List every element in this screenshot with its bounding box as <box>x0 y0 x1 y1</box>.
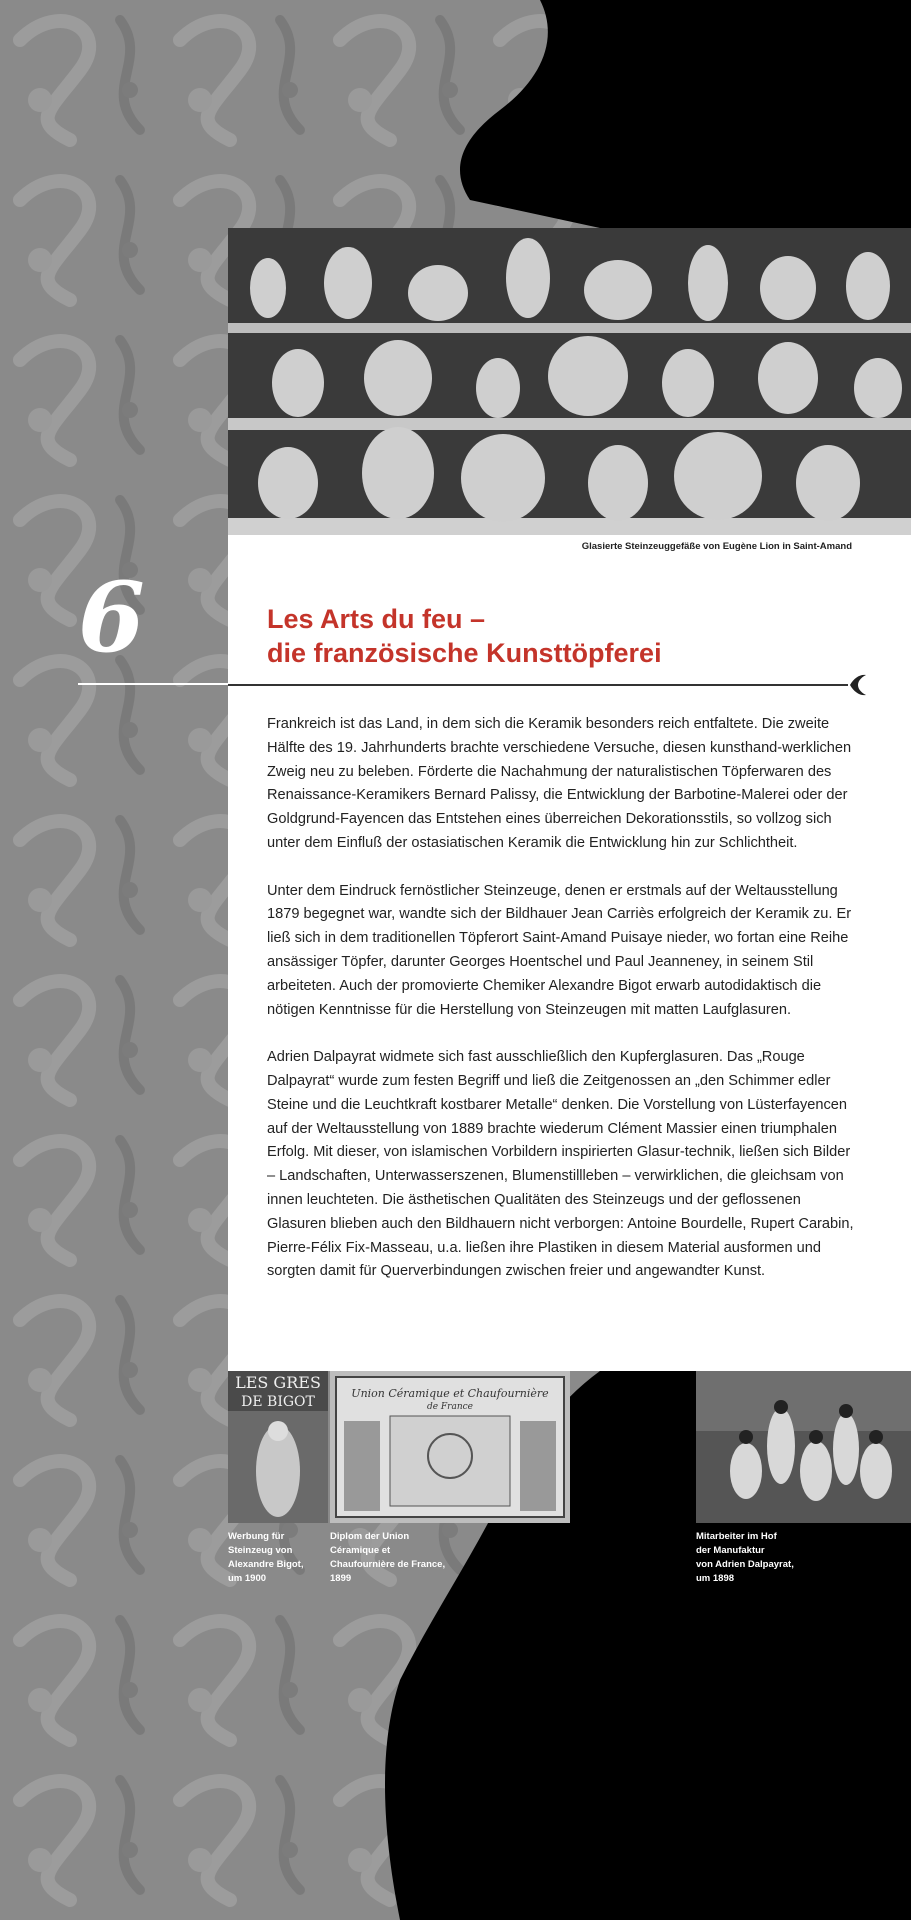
gres-line-1: LES GRES <box>235 1373 321 1392</box>
paragraph-3: Adrien Dalpayrat widmete sich fast ausschließlich den Kupferglasuren. Das „Rouge Dalpayrat“ wurde zum festen Begriff und ließ die Zeitgenossen an „den Schimmer edler Steine und die Leuchtkraft kostbarer Metalle“ denken. Die Vorstellung von Lüsterfayencen auf der Weltausstellung von 1889 brachte wiederum Clément Massier einen triumphalen Erfolg. Mit dieser, von islamischen Vorbildern inspirierten Glasur-technik, ließen sich Bilder – Landschaften, Unterwasserszenen, Blumenstillleben – verwirklichen, die gleichsam von innen leuchteten. Die ästhetischen Qualitäten des Steinzeugs und der geflossenen Glasuren blieben auch den Bildhauern nicht verborgen: Antoine Bourdelle, Rupert Carabin, Pierre-Félix Fix-Masseau, u.a. ließen ihre Plastiken in diesem Material ausformen und sorgten damit für Querverbindungen zwischen freier und angewandter Kunst. <box>267 1049 854 1280</box>
stoneware-photo <box>228 228 911 535</box>
bigot-advertisement-image <box>228 1371 328 1523</box>
title-rule <box>228 684 848 686</box>
title-line-1: Les Arts du feu – <box>267 604 486 634</box>
page-title <box>267 602 662 670</box>
body-text <box>267 713 857 1308</box>
top-photo-caption: Glasierte Steinzeuggefäße von Eugène Lion in Saint-Amand <box>581 541 852 552</box>
diplom-line-1: Union Céramique et Chaufournière <box>351 1387 549 1400</box>
paragraph-1: Frankreich ist das Land, in dem sich die Keramik besonders reich entfaltete. Die zweite Hälfte des 19. Jahrhunderts brachte verschiedene Versuche, diesen kunsthand-werklichen Zweig neu zu beleben. Förderte die Nachahmung der naturalistischen Töpferwaren des Renaissance-Keramikers Bernard Palissy, die Entwicklung der Barbotine-Malerei oder der Goldgrund-Fayencen das Entstehen eines überreichen Dekorationsstils, so vollzog sich unter dem Einfluß der ostasiatischen Keramik die Entwicklung hin zur Schlichtheit. <box>267 716 852 851</box>
section-number: 6 <box>78 561 145 674</box>
caption-bigot-ad: Werbung für Steinzeug von Alexandre Bigot, um 1900 <box>228 1531 304 1584</box>
diplom-image <box>330 1371 570 1523</box>
caption-diplom: Diplom der Union Céramique et Chaufournière de France, 1899 <box>330 1531 446 1584</box>
fleuron-ornament-icon <box>836 672 870 698</box>
workers-photo <box>696 1371 911 1523</box>
diplom-line-2: de France <box>426 1402 474 1412</box>
paragraph-2: Unter dem Eindruck fernöstlicher Steinzeuge, denen er erstmals auf der Weltausstellung 1879 begegnet war, wandte sich der Bildhauer Jean Carriès erfolgreich der Keramik zu. Er ließ sich in dem traditionellen Töpferort Saint-Amand Puisaye nieder, wo fortan eine Reihe ansässiger Töpfer, darunter Georges Hoentschel und Paul Jeanneney, in seinem Stil arbeiteten. Auch der promovierte Chemiker Alexandre Bigot erwarb autodidaktisch die nötigen Kenntnisse für die Herstellung von Steinzeugen mit matten Laufglasuren. <box>267 882 852 1018</box>
title-line-2: die französische Kunsttöpferei <box>267 638 662 668</box>
gres-line-2: DE BIGOT <box>241 1394 315 1410</box>
caption-workers: Mitarbeiter im Hof der Manufaktur von Adrien Dalpayrat, um 1898 <box>696 1531 794 1584</box>
number-underline <box>78 683 228 685</box>
